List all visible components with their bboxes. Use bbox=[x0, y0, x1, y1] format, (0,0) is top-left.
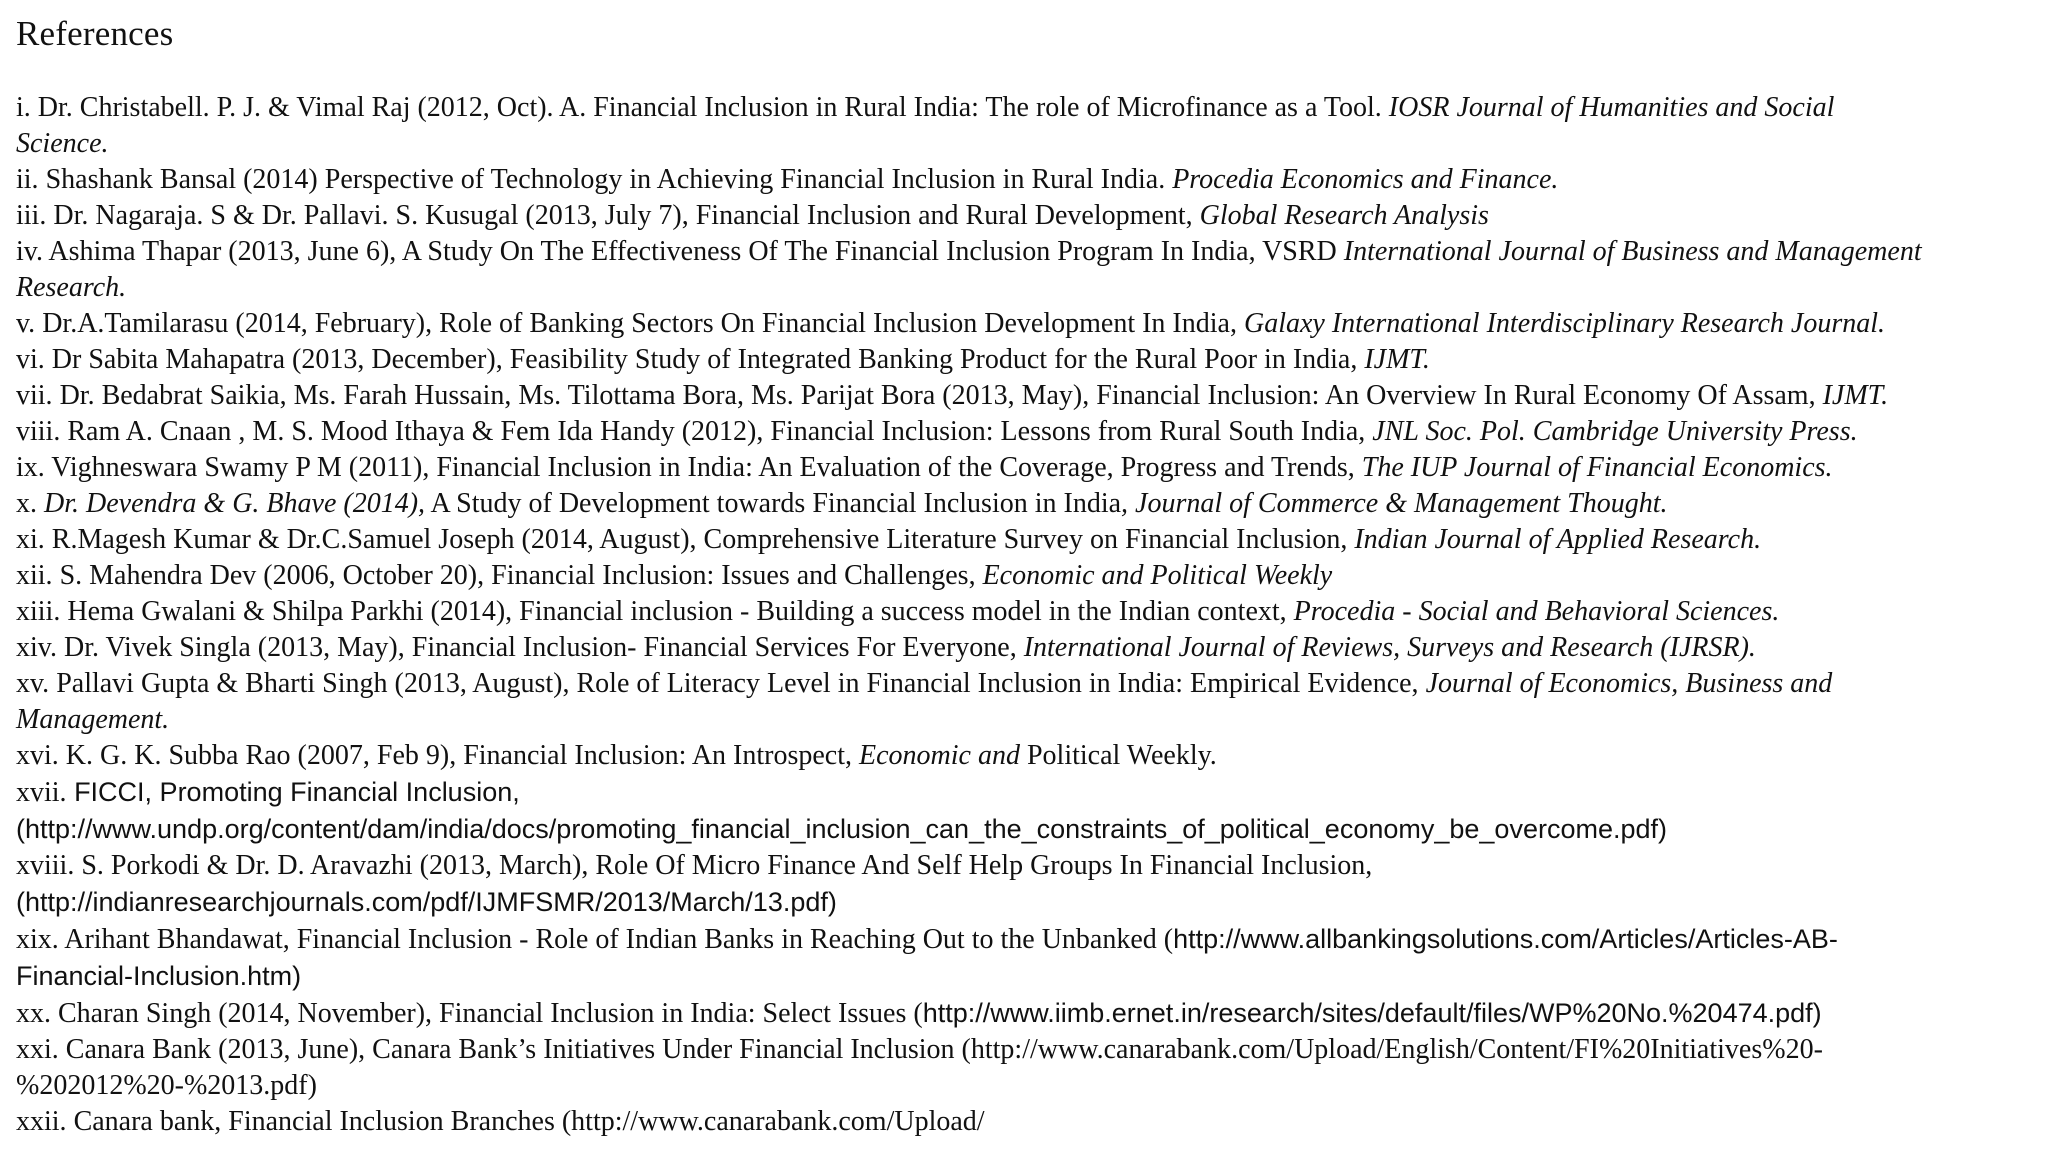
reference-journal: Economic and Political Weekly bbox=[982, 560, 1333, 591]
reference-journal: JNL Soc. Pol. Cambridge University Press. bbox=[1372, 416, 1858, 447]
reference-authors: Dr. Devendra & G. Bhave (2014), bbox=[37, 488, 426, 519]
reference-journal: IOSR Journal of Humanities and Social bbox=[1388, 92, 1835, 123]
reference-number: iv. bbox=[16, 236, 43, 267]
reference-number: vii. bbox=[16, 380, 53, 411]
reference-continuation bbox=[16, 811, 2032, 848]
reference-list bbox=[16, 90, 2032, 1140]
reference-number: xxii. bbox=[16, 1106, 67, 1137]
reference-number: xx. bbox=[16, 998, 51, 1029]
reference-number: xix. bbox=[16, 924, 59, 955]
reference-journal: International Journal of Reviews, Surveys and Research (IJRSR). bbox=[1023, 632, 1756, 663]
reference-number: xxi. bbox=[16, 1034, 59, 1065]
reference-item bbox=[16, 630, 2032, 666]
reference-journal: Galaxy International Interdisciplinary Research Journal. bbox=[1243, 308, 1885, 339]
reference-url-continued: (http://indianresearchjournals.com/pdf/IJMFSMR/2013/March/13.pdf) bbox=[16, 887, 837, 917]
reference-item bbox=[16, 1104, 2032, 1140]
reference-journal: Procedia - Social and Behavioral Sciences. bbox=[1293, 596, 1780, 627]
reference-item bbox=[16, 558, 2032, 594]
reference-item bbox=[16, 594, 2032, 630]
reference-journal: Indian Journal of Applied Research. bbox=[1354, 524, 1762, 555]
reference-tail: Political Weekly. bbox=[1019, 740, 1217, 771]
reference-item bbox=[16, 774, 2032, 811]
reference-journal: Economic and bbox=[859, 740, 1020, 771]
reference-journal: Procedia Economics and Finance. bbox=[1172, 164, 1559, 195]
reference-text: K. G. K. Subba Rao (2007, Feb 9), Financial Inclusion: An Introspect, bbox=[58, 740, 860, 771]
reference-item bbox=[16, 450, 2032, 486]
page-title: References bbox=[16, 14, 174, 53]
reference-number: xiii. bbox=[16, 596, 61, 627]
reference-number: ix. bbox=[16, 452, 45, 483]
reference-text: A Study of Development towards Financial Inclusion in India bbox=[425, 488, 1122, 519]
reference-item bbox=[16, 995, 2032, 1032]
reference-item bbox=[16, 198, 2032, 234]
reference-url: FICCI, Promoting Financial Inclusion, bbox=[66, 777, 520, 807]
reference-journal: Journal of Economics, Business and bbox=[1425, 668, 1833, 699]
reference-journal: Global Research Analysis bbox=[1199, 200, 1489, 231]
reference-text: Dr. Bedabrat Saikia, Ms. Farah Hussain, Ms. Tilottama Bora, Ms. Parijat Bora (2013, May), Financial Inclusion: An Overview In Rural Economy Of Assam, bbox=[52, 380, 1823, 411]
reference-text-continued: %202012%20-%2013.pdf) bbox=[16, 1070, 317, 1101]
reference-number: xiv. bbox=[16, 632, 57, 663]
reference-number: xvii. bbox=[16, 777, 67, 808]
reference-journal-continued: Management. bbox=[16, 704, 170, 735]
reference-item bbox=[16, 848, 2032, 884]
reference-continuation bbox=[16, 270, 2032, 306]
reference-item bbox=[16, 921, 2032, 958]
reference-number: xi. bbox=[16, 524, 45, 555]
reference-journal: IJMT. bbox=[1364, 344, 1430, 375]
reference-url-continued: Financial-Inclusion.htm) bbox=[16, 961, 302, 991]
reference-number: xv. bbox=[16, 668, 50, 699]
reference-number: i. bbox=[16, 92, 31, 123]
reference-item bbox=[16, 522, 2032, 558]
reference-number: xvi. bbox=[16, 740, 59, 771]
reference-text: Arihant Bhandawat, Financial Inclusion - Role of Indian Banks in Reaching Out to the Unbanked ( bbox=[58, 924, 1174, 955]
reference-number: xii. bbox=[16, 560, 53, 591]
reference-text: Dr. Nagaraja. S & Dr. Pallavi. S. Kusugal (2013, July 7), Financial Inclusion and Rural Development, bbox=[46, 200, 1200, 231]
reference-item bbox=[16, 1032, 2032, 1068]
reference-number: x. bbox=[16, 488, 37, 519]
reference-url-continued: (http://www.undp.org/content/dam/india/docs/promoting_financial_inclusion_can_the_constraints_of_political_economy_be_overcome.pdf) bbox=[16, 814, 1667, 844]
reference-continuation bbox=[16, 958, 2032, 995]
reference-text: Vighneswara Swamy P M (2011), Financial Inclusion in India: An Evaluation of the Coverage, Progress and Trends, bbox=[44, 452, 1362, 483]
reference-text: S. Mahendra Dev (2006, October 20), Financial Inclusion: Issues and Challenges, bbox=[52, 560, 983, 591]
reference-text: Ashima Thapar (2013, June 6), A Study On The Effectiveness Of The Financial Inclusion Program In India, VSRD bbox=[42, 236, 1344, 267]
reference-journal: International Journal of Business and Management bbox=[1343, 236, 1922, 267]
reference-text: Dr.A.Tamilarasu (2014, February), Role of Banking Sectors On Financial Inclusion Development In India, bbox=[35, 308, 1244, 339]
reference-continuation bbox=[16, 1068, 2032, 1104]
reference-text: Ram A. Cnaan , M. S. Mood Ithaya & Fem Ida Handy (2012), Financial Inclusion: Lessons from Rural South India, bbox=[60, 416, 1373, 447]
reference-item bbox=[16, 738, 2032, 774]
reference-text: Shashank Bansal (2014) Perspective of Technology in Achieving Financial Inclusion in Rural India. bbox=[38, 164, 1173, 195]
reference-continuation bbox=[16, 702, 2032, 738]
reference-text: Canara bank, Financial Inclusion Branches (http://www.canarabank.com/Upload/ bbox=[66, 1106, 985, 1137]
reference-text: Dr. Vivek Singla (2013, May), Financial Inclusion- Financial Services For Everyone, bbox=[56, 632, 1024, 663]
reference-item bbox=[16, 414, 2032, 450]
reference-url: http://www.allbankingsolutions.com/Articles/Articles-AB- bbox=[1173, 924, 1838, 954]
reference-text: S. Porkodi & Dr. D. Aravazhi (2013, March), Role Of Micro Finance And Self Help Groups In Financial Inclusion, bbox=[74, 850, 1373, 881]
reference-text: Hema Gwalani & Shilpa Parkhi (2014), Financial inclusion - Building a success model in the Indian context, bbox=[60, 596, 1294, 627]
reference-text: R.Magesh Kumar & Dr.C.Samuel Joseph (2014, August), Comprehensive Literature Survey on Financial Inclusion, bbox=[44, 524, 1355, 555]
reference-item bbox=[16, 378, 2032, 414]
reference-number: vi. bbox=[16, 344, 45, 375]
reference-url: http://www.iimb.ernet.in/research/sites/default/files/WP%20No.%20474.pdf) bbox=[922, 998, 1822, 1028]
reference-continuation bbox=[16, 126, 2032, 162]
reference-item bbox=[16, 234, 2032, 270]
reference-text: Dr. Christabell. P. J. & Vimal Raj (2012, Oct). A. Financial Inclusion in Rural India: The role of Microfinance as a Tool. bbox=[30, 92, 1389, 123]
reference-number: v. bbox=[16, 308, 36, 339]
reference-item bbox=[16, 666, 2032, 702]
reference-journal-continued: Research. bbox=[16, 272, 127, 303]
reference-item bbox=[16, 306, 2032, 342]
reference-journal: The IUP Journal of Financial Economics. bbox=[1361, 452, 1833, 483]
reference-continuation bbox=[16, 884, 2032, 921]
reference-number: viii. bbox=[16, 416, 61, 447]
reference-item bbox=[16, 342, 2032, 378]
reference-journal: , Journal of Commerce & Management Thought. bbox=[1121, 488, 1668, 519]
reference-item bbox=[16, 486, 2032, 522]
reference-text: Canara Bank (2013, June), Canara Bank’s Initiatives Under Financial Inclusion (http://www.canarabank.com/Upload/English/Content/FI%20Initiatives%20- bbox=[58, 1034, 1823, 1065]
reference-item bbox=[16, 162, 2032, 198]
reference-text: Pallavi Gupta & Bharti Singh (2013, August), Role of Literacy Level in Financial Inclusion in India: Empirical Evidence, bbox=[49, 668, 1426, 699]
reference-item bbox=[16, 90, 2032, 126]
reference-text: Dr Sabita Mahapatra (2013, December), Feasibility Study of Integrated Banking Product for the Rural Poor in India, bbox=[44, 344, 1365, 375]
reference-number: xviii. bbox=[16, 850, 75, 881]
reference-number: ii. bbox=[16, 164, 39, 195]
reference-text: Charan Singh (2014, November), Financial Inclusion in India: Select Issues ( bbox=[51, 998, 923, 1029]
reference-journal-continued: Science. bbox=[16, 128, 109, 159]
reference-number: iii. bbox=[16, 200, 47, 231]
reference-journal: IJMT. bbox=[1822, 380, 1889, 411]
